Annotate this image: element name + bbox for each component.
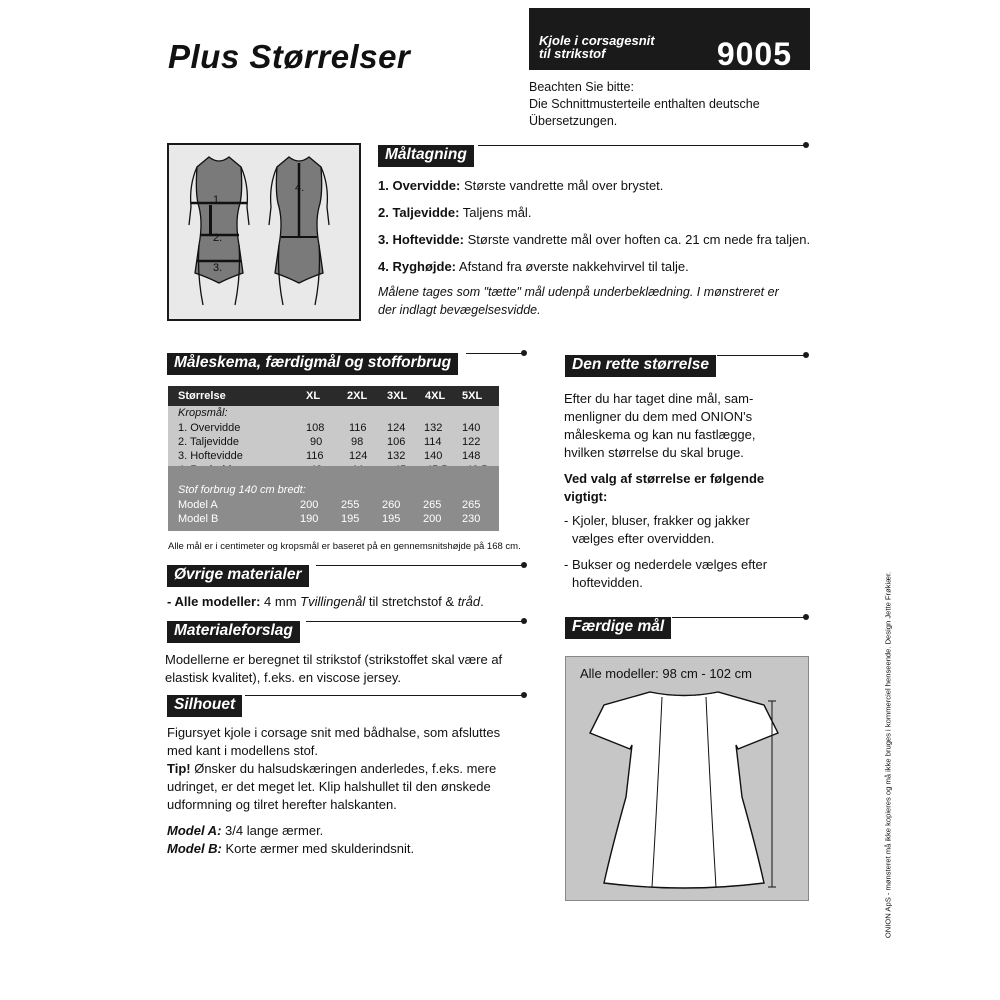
figure-label-1: 1. <box>213 194 223 206</box>
model-label: Model A: <box>167 823 222 838</box>
size-table <box>168 386 499 531</box>
pattern-header <box>529 8 810 70</box>
section-rule <box>672 617 806 618</box>
measure-item <box>378 205 531 220</box>
text-span: Ønsker du halsudskæringen anderledes, f.eks. mere <box>190 761 497 776</box>
text-span: til stretchstof & <box>365 594 458 609</box>
table-cell: 108 <box>306 422 325 434</box>
measure-text: Taljens mål. <box>462 205 532 220</box>
section-dot <box>521 562 527 568</box>
section-rule <box>478 145 806 146</box>
text-line: Ved valg af størrelse er følgende <box>564 471 765 486</box>
text-line: hvilken størrelse du skal bruge. <box>564 445 744 460</box>
tip-line <box>167 760 527 778</box>
table-cell: 265 <box>462 499 481 511</box>
text-span: 3/4 lange ærmer. <box>221 823 324 838</box>
text-line: med kant i modellens stof. <box>167 743 319 758</box>
section-dot <box>521 618 527 624</box>
notice-line: Beachten Sie bitte: <box>529 80 634 94</box>
table-cell: 122 <box>462 436 481 448</box>
table-cell: 124 <box>349 450 368 462</box>
table-cell: 114 <box>424 436 442 448</box>
figure-label-4: 4. <box>295 182 305 194</box>
text-line: udformning og tilret herefter halskanten. <box>167 797 397 812</box>
table-cell: 195 <box>382 513 401 525</box>
note-line: der indlagt bevægelsesvidde. <box>378 303 541 317</box>
section-rule <box>245 695 524 696</box>
notice-line: Übersetzungen. <box>529 114 618 128</box>
text-line: Figursyet kjole i corsage snit med bådhalse, som afsluttes <box>167 725 501 740</box>
fabric-consumption <box>168 466 499 531</box>
column-header: 3XL <box>387 390 408 402</box>
section-rule <box>316 565 524 566</box>
material-suggestion-text <box>165 651 530 687</box>
measuring-heading: Måltagning <box>378 145 474 167</box>
body-measurements <box>168 406 499 466</box>
column-header: XL <box>306 390 321 402</box>
bullet-line: vælges efter overvidden. <box>572 531 715 546</box>
text-span: Korte ærmer med skulderindsnit. <box>221 841 415 856</box>
copyright-notice <box>882 515 894 995</box>
page-title: Plus Størrelser <box>168 38 411 75</box>
table-cell: 116 <box>306 450 324 462</box>
right-size-text <box>564 390 804 592</box>
text-line: måleskema og kan nu fastlægge, <box>564 427 756 442</box>
table-cell: 255 <box>341 499 360 511</box>
text-italic: Tvillingenål <box>300 594 366 609</box>
translation-notice <box>529 79 819 130</box>
tip-label: Tip! <box>167 761 191 776</box>
measure-item <box>378 259 689 274</box>
table-cell: 3. Hoftevidde <box>178 450 243 462</box>
section-dot <box>521 692 527 698</box>
table-cell: 106 <box>387 436 406 448</box>
other-materials-heading: Øvrige materialer <box>167 565 309 587</box>
group-heading: Stof forbrug 140 cm bredt: <box>178 484 306 496</box>
table-cell: 98 <box>351 436 364 448</box>
finished-measurements-heading: Færdige mål <box>565 617 671 639</box>
text-span: 4 mm <box>260 594 301 609</box>
material-suggestion-heading: Materialeforslag <box>167 621 300 643</box>
table-cell: 1. Overvidde <box>178 422 241 434</box>
table-cell: Model A <box>178 499 218 511</box>
section-dot <box>803 614 809 620</box>
table-cell: 260 <box>382 499 401 511</box>
column-header: 2XL <box>347 390 368 402</box>
right-size-heading: Den rette størrelse <box>565 355 716 377</box>
text-line: udringet, er det meget let. Klip halshullet til den ønskede <box>167 779 491 794</box>
table-cell: 2. Taljevidde <box>178 436 239 448</box>
table-cell: 190 <box>300 513 319 525</box>
measure-text: Største vandrette mål over hoften ca. 21 cm nede fra taljen. <box>467 232 811 247</box>
pattern-number: 9005 <box>716 36 792 72</box>
text-line: Efter du har taget dine mål, sam- <box>564 391 754 406</box>
table-cell: 132 <box>424 422 443 434</box>
column-header: Størrelse <box>178 390 226 402</box>
section-dot <box>803 142 809 148</box>
model-b-line <box>167 840 527 858</box>
table-header-row <box>168 386 499 406</box>
text-line: menligner du dem med ONION's <box>564 409 753 424</box>
table-cell: 124 <box>387 422 406 434</box>
text-bold: - Alle modeller: <box>167 594 261 609</box>
size-table-heading: Måleskema, færdigmål og stofforbrug <box>167 353 458 375</box>
pattern-subtitle <box>539 34 689 60</box>
table-cell: 200 <box>423 513 442 525</box>
table-footnote: Alle mål er i centimeter og kropsmål er baseret på en gennemsnitshøjde på 168 cm. <box>168 541 521 552</box>
subtitle-line: Kjole i corsagesnit <box>539 33 655 48</box>
section-rule <box>717 355 806 356</box>
model-a-line <box>167 822 527 840</box>
measure-label: 3. Hoftevidde: <box>378 232 464 247</box>
figure-label-3: 3. <box>213 262 223 274</box>
measure-text: Største vandrette mål over brystet. <box>464 178 664 193</box>
section-dot <box>803 352 809 358</box>
measure-label: 4. Ryghøjde: <box>378 259 457 274</box>
note-line: Målene tages som "tætte" mål udenpå underbeklædning. I mønstreret er <box>378 285 779 299</box>
bullet-line: - Kjoler, bluser, frakker og jakker <box>564 513 750 528</box>
model-label: Model B: <box>167 841 222 856</box>
group-heading: Kropsmål: <box>178 407 228 419</box>
table-cell: 230 <box>462 513 481 525</box>
measure-item <box>378 178 663 193</box>
copyright-text: ONION ApS - mønsteret må ikke kopieres og må ikke bruges i kommerciel henseende. Design Jette Frøkiær. <box>883 571 893 939</box>
figure-label-2: 2. <box>213 232 223 244</box>
text-span: . <box>480 594 484 609</box>
text-line: elastisk kvalitet), f.eks. en viscose jersey. <box>165 670 402 685</box>
table-cell: Model B <box>178 513 219 525</box>
table-cell: 132 <box>387 450 406 462</box>
finished-dress-figure <box>565 656 809 901</box>
column-header: 4XL <box>425 390 446 402</box>
mannequin-illustration <box>169 145 359 319</box>
silhouette-heading: Silhouet <box>167 695 242 717</box>
section-dot <box>521 350 527 356</box>
table-cell: 195 <box>341 513 360 525</box>
measurement-figure <box>167 143 361 321</box>
finished-label: Alle modeller: 98 cm - 102 cm <box>580 666 752 681</box>
table-cell: 200 <box>300 499 319 511</box>
other-materials-text <box>167 593 484 611</box>
notice-line: Die Schnittmusterteile enthalten deutsche <box>529 97 760 111</box>
table-cell: 140 <box>424 450 443 462</box>
table-cell: 90 <box>310 436 323 448</box>
section-rule <box>466 353 524 354</box>
subtitle-line: til strikstof <box>539 46 606 61</box>
dress-outline <box>590 692 778 888</box>
table-cell: 116 <box>349 422 367 434</box>
table-cell: 148 <box>462 450 481 462</box>
bullet-line: hoftevidden. <box>572 575 643 590</box>
measure-text: Afstand fra øverste nakkehvirvel til talje. <box>458 259 689 274</box>
table-cell: 265 <box>423 499 442 511</box>
silhouette-text <box>167 724 527 858</box>
text-line: vigtigt: <box>564 489 608 504</box>
measuring-note <box>378 283 818 319</box>
measure-label: 2. Taljevidde: <box>378 205 460 220</box>
column-header: 5XL <box>462 390 483 402</box>
section-rule <box>306 621 524 622</box>
dress-illustration <box>566 657 810 902</box>
bullet-line: - Bukser og nederdele vælges efter <box>564 557 768 572</box>
measure-label: 1. Overvidde: <box>378 178 461 193</box>
text-italic: tråd <box>457 594 481 609</box>
table-cell: 140 <box>462 422 481 434</box>
text-line: Modellerne er beregnet til strikstof (strikstoffet skal være af <box>165 652 503 667</box>
measure-item <box>378 232 810 247</box>
